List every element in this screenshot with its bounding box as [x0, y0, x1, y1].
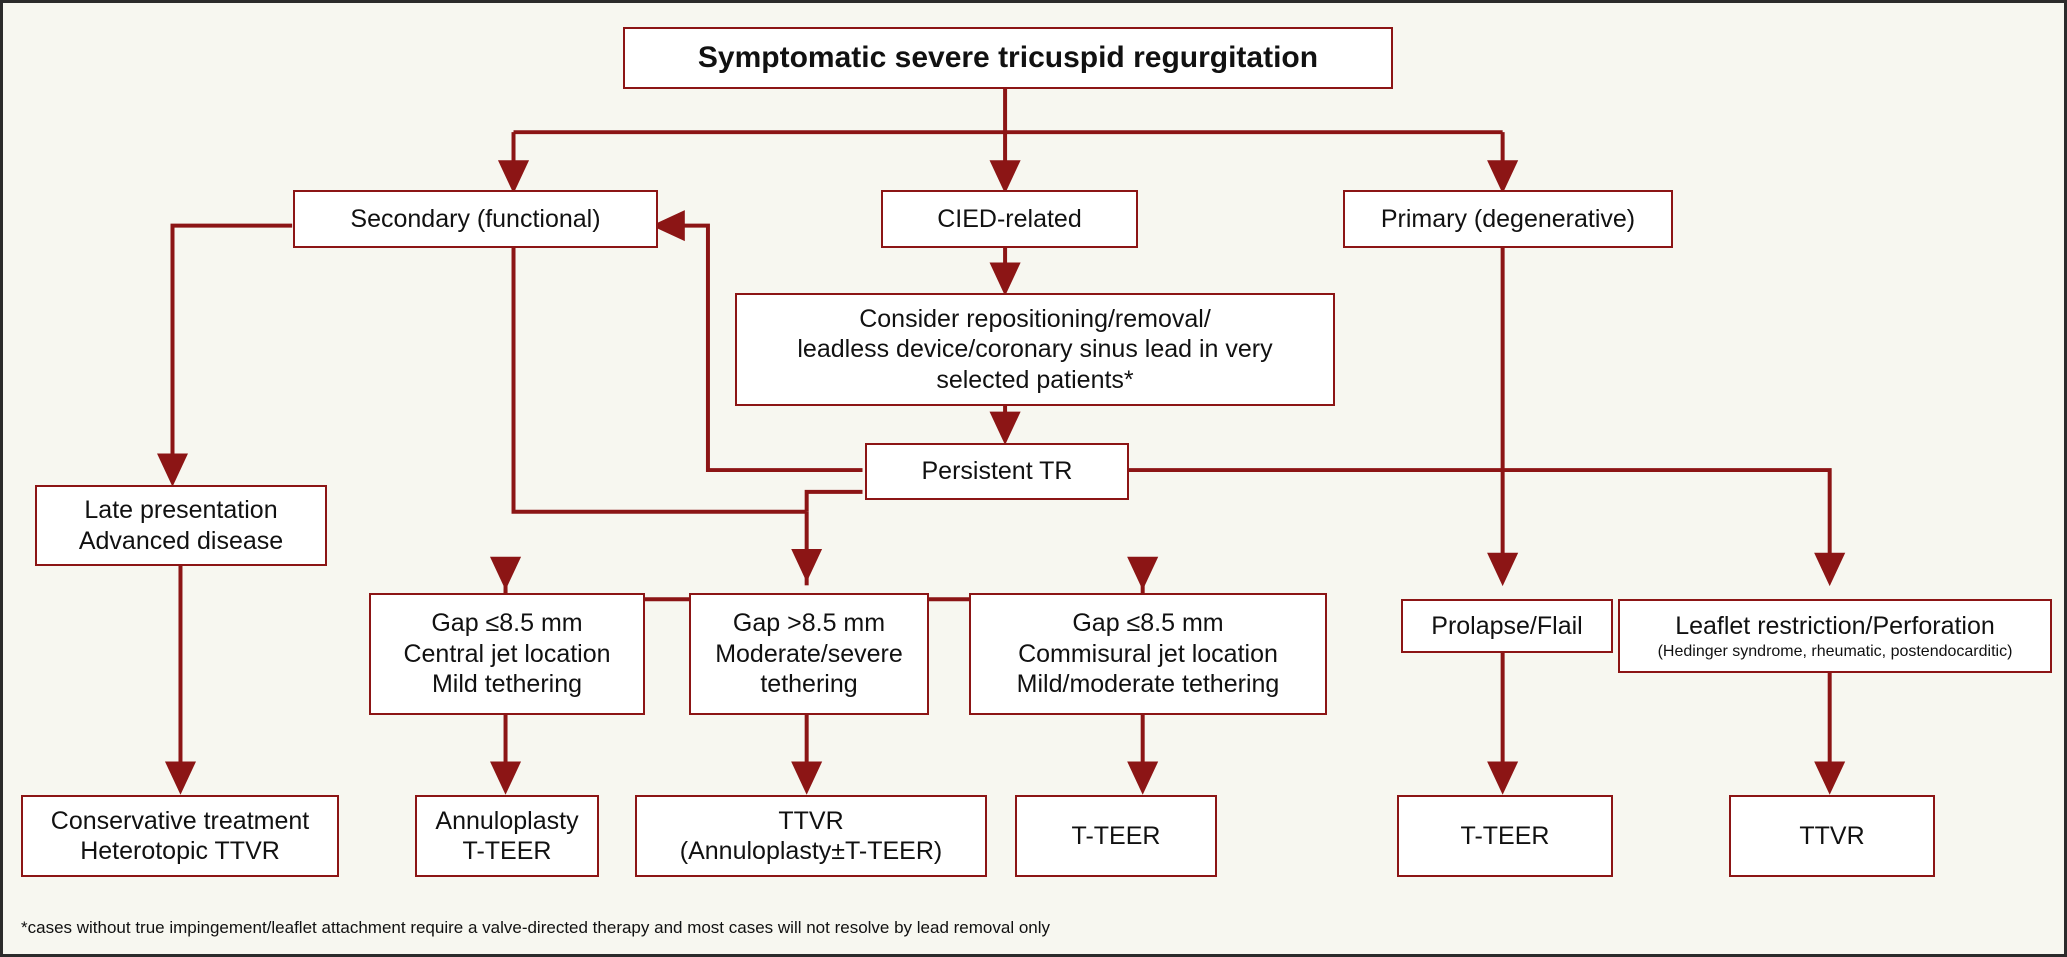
node-gap-commisural-jet[interactable]: [969, 593, 1327, 715]
node-tteer-right-line-0: T-TEER: [1460, 821, 1550, 850]
node-gap3-line-2: Mild/moderate tethering: [1016, 670, 1280, 699]
node-ttvrcombo-line-1: (Annuloplasty±T-TEER): [679, 837, 943, 865]
node-gap2-line-1: Moderate/severe: [715, 639, 903, 668]
node-prolapse-line-0: Prolapse/Flail: [1431, 611, 1583, 640]
node-conservative-treatment[interactable]: [21, 795, 339, 877]
node-ttvr-right-line-0: TTVR: [1799, 821, 1865, 850]
node-prolapse-flail[interactable]: [1401, 599, 1613, 653]
node-tteer-mid-line-0: T-TEER: [1071, 821, 1161, 850]
node-late-line-1: Advanced disease: [78, 526, 284, 555]
node-ttvrcombo-line-0: TTVR: [778, 806, 844, 835]
node-gap-moderate-severe-tethering[interactable]: [689, 593, 929, 715]
node-gap3-line-0: Gap ≤8.5 mm: [1072, 609, 1224, 638]
node-gap-central-jet[interactable]: [369, 593, 645, 715]
node-tteer-middle[interactable]: [1015, 795, 1217, 877]
node-primary-degenerative[interactable]: [1343, 190, 1673, 248]
node-annuloplasty-line-1: T-TEER: [462, 837, 552, 865]
node-root[interactable]: [623, 27, 1393, 89]
node-gap1-line-0: Gap ≤8.5 mm: [431, 609, 583, 638]
node-secondary-functional[interactable]: [293, 190, 658, 248]
node-tteer-right[interactable]: [1397, 795, 1613, 877]
node-conservative-line-0: Conservative treatment: [50, 806, 310, 835]
node-leaflet-restriction-perforation[interactable]: [1618, 599, 2052, 673]
node-consider-line-2: selected patients*: [936, 365, 1134, 394]
node-secondary-line-0: Secondary (functional): [350, 204, 601, 233]
node-persistent-tr[interactable]: [865, 443, 1129, 500]
node-consider-line-0: Consider repositioning/removal/: [859, 304, 1211, 333]
node-consider-line-1: leadless device/coronary sinus lead in very: [797, 335, 1273, 364]
node-ttvr-right[interactable]: [1729, 795, 1935, 877]
node-cied-line-0: CIED-related: [937, 204, 1082, 233]
node-gap2-line-2: tethering: [760, 670, 858, 699]
node-persistent-line-0: Persistent TR: [921, 457, 1073, 486]
node-leaflet-line-0: Leaflet restriction/Perforation: [1675, 612, 1995, 641]
node-conservative-line-1: Heterotopic TTVR: [80, 837, 280, 865]
node-gap1-line-2: Mild tethering: [431, 670, 583, 699]
node-cied-related[interactable]: [881, 190, 1138, 248]
node-annuloplasty-line-0: Annuloplasty: [435, 806, 579, 835]
node-late-presentation[interactable]: [35, 485, 327, 566]
node-late-line-0: Late presentation: [84, 496, 278, 524]
node-ttvr-annuloplasty-tteer[interactable]: [635, 795, 987, 877]
node-gap3-line-1: Commisural jet location: [1018, 639, 1278, 668]
node-leaflet-subtitle: (Hedinger syndrome, rheumatic, postendocarditic): [1657, 642, 2013, 660]
footnote-text: *cases without true impingement/leaflet attachment require a valve-directed therapy and most cases will not resolve by lead removal only: [21, 918, 1051, 937]
node-consider-repositioning[interactable]: [735, 293, 1335, 406]
node-annuloplasty-tteer[interactable]: [415, 795, 599, 877]
node-gap2-line-0: Gap >8.5 mm: [732, 609, 886, 638]
node-gap1-line-1: Central jet location: [403, 639, 611, 668]
node-root-line-0: Symptomatic severe tricuspid regurgitation: [697, 40, 1319, 74]
node-primary-line-0: Primary (degenerative): [1380, 204, 1636, 233]
